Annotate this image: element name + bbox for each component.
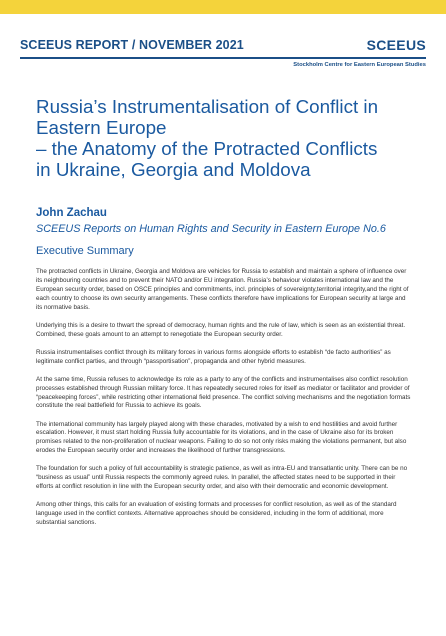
- report-title: [36, 96, 416, 180]
- summary-paragraph: Among other things, this calls for an evaluation of existing formats and processes for conflict resolution, as well as of the standard language used in the conflict contexts. Alternative approaches should be considered, including in the form of additional, more substantial sanctions.: [36, 501, 397, 527]
- title-line: in Ukraine, Georgia and Moldova: [36, 159, 311, 180]
- summary-body: [36, 268, 412, 537]
- series-title: SCEEUS Reports on Human Rights and Security in Eastern Europe No.6: [36, 223, 386, 235]
- summary-paragraph: Russia instrumentalises conflict through its military forces in various forms alongside efforts to establish “de facto authorities” as legitimate conflict parties, and through “passportisation”, propaganda and other hybrid measures.: [36, 348, 391, 365]
- header-divider: [20, 57, 426, 59]
- author-name: John Zachau: [36, 207, 107, 219]
- summary-paragraph: The foundation for such a policy of full accountability is strategic patience, as well as intra-EU and transatlantic unity. There can be no “business as usual” until Russia respects the commonly agreed rules. In parallel, the affected states need to be supported in their efforts at conflict resolution in line with the European security order, and also with their democratic and economic development.: [36, 465, 408, 491]
- summary-paragraph: The international community has largely played along with these charades, motivated by a wish to end hostilities and avoid further escalation. However, it must start holding Russia fully accountable for its violations, and in the case of Ukraine also for its broken promises related to the non-proliferation of nuclear weapons. Failing to do so not only risks making the violations permanent, but also erodes the European security order and increases the likelihood of further transgressions.: [36, 420, 407, 455]
- summary-paragraph: At the same time, Russia refuses to acknowledge its role as a party to any of the conflicts and instrumentalises also conflict resolution processes established through Russian military force. It has repeatedly secured roles for itself as mediator or facilitator and provider of “peacekeeping forces”, while restricting other international field presence. The conflict solving mechanisms and the negotiation formats constitute the real battlefield for Russia to achieve its goals.: [36, 375, 411, 410]
- sceeus-logo: SCEEUS: [366, 37, 426, 53]
- summary-paragraph: Underlying this is a desire to thwart the spread of democracy, human rights and the rule of law, which is seen as an existential threat. Combined, these goals amount to an attempt to renegotiate the European security order.: [36, 321, 406, 338]
- title-line: – the Anatomy of the Protracted Conflicts: [36, 138, 378, 159]
- summary-paragraph: The protracted conflicts in Ukraine, Georgia and Moldova are vehicles for Russia to establish and maintain a sphere of influence over its neighbouring countries and to prevent their NATO and/or EU integration. Russia’s behaviour violates international law and the European security order, based on OSCE principles and commitments, incl. principles of sovereignty,territorial integrity,and the right of each country to choose its own security arrangements. These conflicts therefore have implications for European security at large and its normative basis.: [36, 268, 409, 311]
- section-heading: Executive Summary: [36, 245, 134, 257]
- title-line: Eastern Europe: [36, 117, 167, 138]
- report-label: SCEEUS REPORT / NOVEMBER 2021: [20, 38, 244, 52]
- top-accent-bar: [0, 0, 446, 14]
- title-line: Russia’s Instrumentalisation of Conflict in: [36, 96, 379, 117]
- logo-tagline: Stockholm Centre for Eastern European Studies: [293, 62, 426, 68]
